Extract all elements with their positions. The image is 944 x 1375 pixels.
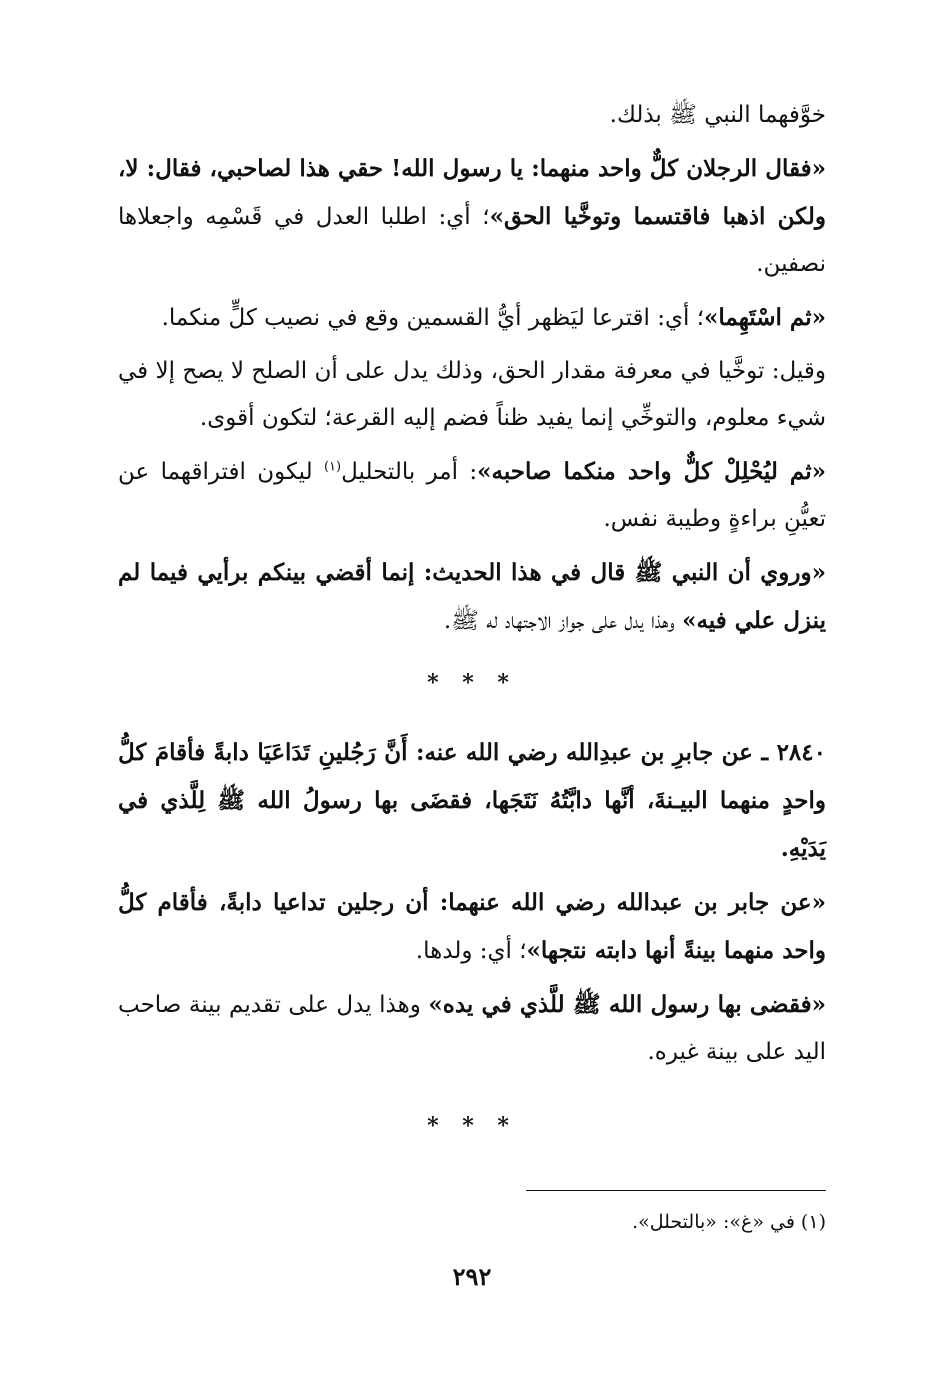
paragraph-5-commentary: : أمر بالتحليل [341, 459, 478, 485]
page-number: ٢٩٢ [452, 1262, 492, 1291]
paragraph-6-commentary: وهذا يدل على جواز الاجتهاد له ﷺ. [443, 608, 683, 634]
hadith-commentary-1 [118, 879, 826, 975]
paragraph-2 [118, 145, 826, 288]
footnote: (١) في «غ»: «بالتحلل». [632, 1211, 826, 1233]
paragraph-3-quote: «ثم اسْتَهِما» [704, 304, 826, 331]
paragraph-6 [118, 549, 826, 645]
section-separator: * * * [427, 670, 517, 696]
paragraph-1-text: خوَّفهما النبي ﷺ بذلك. [609, 102, 826, 128]
hadith-commentary-1-quote: «عن جابر بن عبدالله رضي الله عنهما: أن رجلين تداعيا دابةً، فأقام كلُّ واحد منهما بينةً أنها دابته نتجها» [118, 889, 826, 964]
section-separator-end: * * * [427, 1113, 517, 1139]
hadith-2840: ٢٨٤٠ ـ عن جابرِ بن عبدِالله رضي الله عنه: أَنَّ رَجُلينِ تَدَاعَيَا دابةً فأقامَ كلُّ واحدٍ منهما البيـنةَ، أنَّها دابَّتُهُ نَتَجَها، فقضَى بها رسولُ الله ﷺ لِلَّذي في يَدَيْهِ. [118, 739, 826, 862]
hadith-commentary-2 [118, 981, 826, 1076]
hadith-commentary-2-quote: «فقضى بها رسول الله ﷺ للَّذي في يده» [428, 991, 827, 1018]
hadith-commentary-1-text: ؛ أي: ولدها. [415, 938, 527, 964]
hadith-text [118, 729, 826, 873]
paragraph-3-commentary: ؛ أي: اقترعا ليَظهر أيُّ القسمين وقع في نصيب كلٍّ منكما. [161, 305, 705, 331]
hadith-commentary-2-text: وهذا يدل على تقديم بينة صاحب اليد على بينة غيره. [118, 992, 826, 1065]
paragraph-2-commentary: ؛ أي: اطلبا العدل في قَسْمِه واجعلاها نصفين. [118, 204, 826, 277]
paragraph-6-quote: «وروي أن النبي ﷺ قال في هذا الحديث: إنما أقضي بينكم برأيي فيما لم ينزل علي فيه» [118, 559, 826, 634]
paragraph-3 [118, 294, 826, 342]
paragraph-5-quote: «ثم ليُحْلِلْ كلٌّ واحد منكما صاحبه» [477, 458, 826, 485]
footnote-divider [526, 1190, 826, 1191]
paragraph-5-commentary-end: ليكون افتراقهما عن تعيُّنِ براءةٍ وطيبة نفس. [118, 459, 826, 532]
footnote-marker: (١) [323, 459, 342, 475]
main-text [118, 92, 826, 1172]
paragraph-4-text: وقيل: توخَّيا في معرفة مقدار الحق، وذلك يدل على أن الصلح لا يصح إلا في شيء معلوم، والتوخِّي إنما يفيد ظناً فضم إليه القرعة؛ لتكون أقوى. [118, 358, 826, 431]
paragraph-5 [118, 448, 826, 543]
paragraph-4 [118, 348, 826, 442]
paragraph-2-quote: «فقال الرجلان كلٌّ واحد منهما: يا رسول الله! حقي هذا لصاحبي، فقال: لا، ولكن اذهبا فاقتسما وتوخَّيا الحق» [118, 155, 826, 230]
paragraph-1 [118, 92, 826, 139]
